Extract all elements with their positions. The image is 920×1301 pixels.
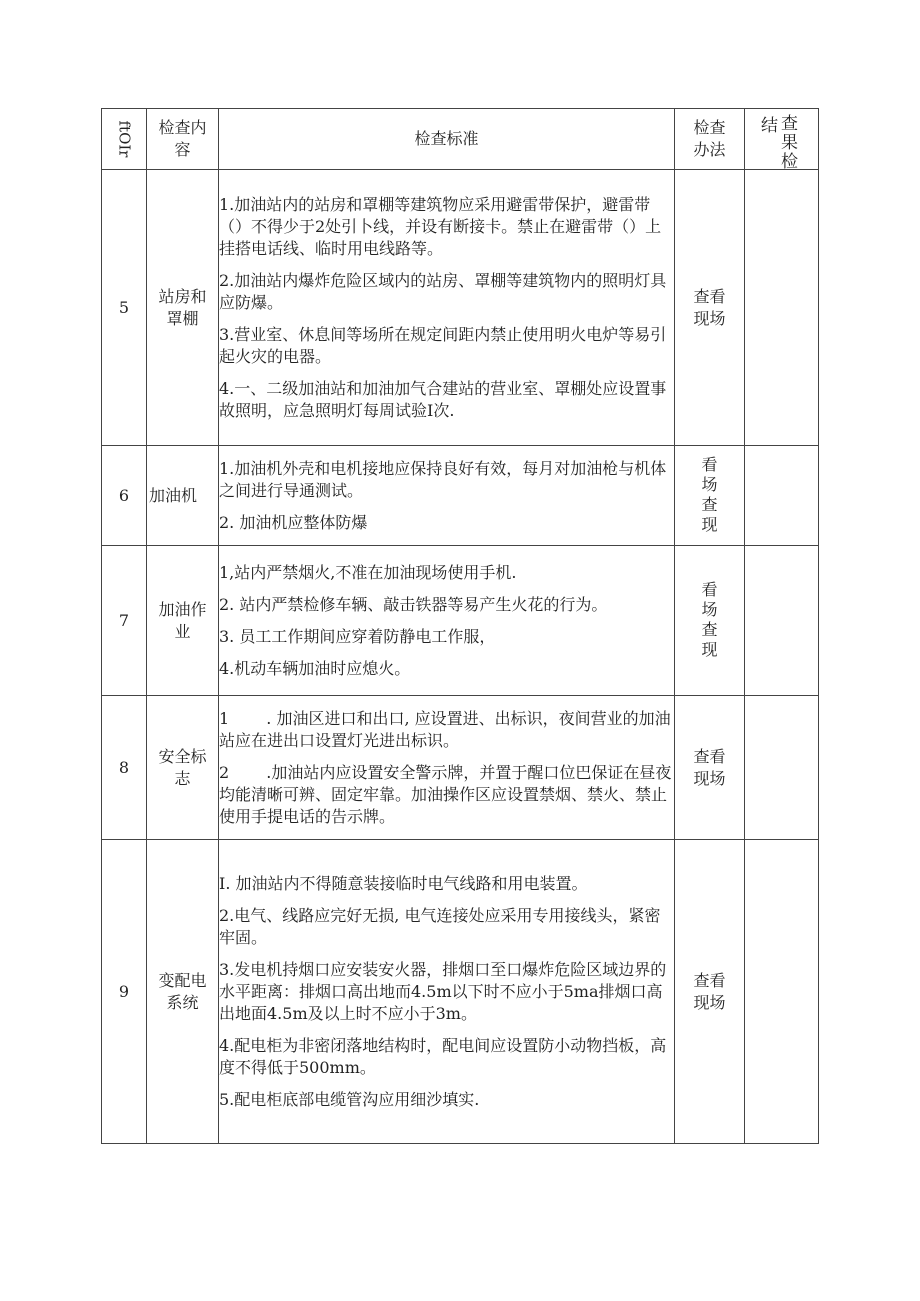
standard-item: 4.一、二级加油站和加油加气合建站的营业室、罩棚处应设置事故照明，应急照明灯每周试验I次.: [219, 378, 667, 420]
row-content-cell: [147, 170, 219, 446]
table-row: [102, 696, 819, 840]
standard-item: 1.加油站内的站房和罩棚等建筑物应采用避雷带保护，避雷带（）不得少于2处引卜线，并设有断接卡。禁止在避雷带（）上挂搭电话线、临时用电线路等。: [219, 194, 662, 258]
standard-item: 4.配电柜为非密闭落地结构时，配电间应设置防小动物挡板，高度不得低于500mm。: [219, 1035, 667, 1077]
row-number: 8: [102, 696, 147, 840]
row-number: 9: [102, 840, 147, 1144]
row-content-cell: [147, 696, 219, 840]
row-result-cell: [745, 546, 819, 696]
row-method: 看场查现: [701, 455, 718, 534]
row-result-cell: [745, 170, 819, 446]
header-number-cell: [102, 109, 147, 170]
standard-item: 1.加油机外壳和电机接地应保持良好有效，每月对加油枪与机体之间进行导通测试。: [219, 458, 667, 500]
header-result-cell: [745, 109, 819, 170]
header-standard: 检查标准: [414, 129, 479, 148]
row-standard-cell: [219, 546, 675, 696]
row-result-cell: [745, 696, 819, 840]
row-number: 5: [102, 170, 147, 446]
standard-item: 2.加油站内爆炸危险区域内的站房、罩棚等建筑物内的照明灯具应防爆。: [219, 270, 667, 312]
row-method: 看场查现: [701, 580, 718, 659]
row-number: 7: [102, 546, 147, 696]
row-content-cell: [147, 546, 219, 696]
row-content-cell: [147, 446, 219, 546]
row-result-cell: [745, 446, 819, 546]
header-result-b: 查果检: [781, 114, 798, 172]
table-row: [102, 840, 819, 1144]
row-method: 查看现场: [693, 746, 726, 788]
header-row: [102, 109, 819, 170]
row-method-cell: [675, 546, 745, 696]
row-standard-cell: [219, 840, 675, 1144]
table-row: [102, 446, 819, 546]
standard-item: 2.电气、线路应完好无损, 电气连接处应采用专用接线头，紧密牢固。: [219, 905, 661, 947]
standard-item: 4.机动车辆加油时应熄火。: [219, 658, 411, 678]
table-row: [102, 546, 819, 696]
standard-item: 5.配电柜底部电缆管沟应用细沙填实.: [219, 1089, 480, 1109]
header-method: 检查办法: [693, 118, 726, 159]
row-method: 查看现场: [693, 286, 726, 328]
standard-item: 3.发电机持烟口应安装安火器，排烟口至口爆炸危险区域边界的水平距离：排烟口高出地而4.5m以下时不应小于5ma排烟口高出地面4.5m及以上时不应小于3m。: [219, 959, 667, 1023]
header-standard-cell: [219, 109, 675, 170]
row-content: 变配电系统: [158, 970, 207, 1012]
row-method: 查看现场: [693, 970, 726, 1012]
row-standard-cell: [219, 170, 675, 446]
row-content: 加油作业: [158, 599, 207, 641]
row-number: 6: [102, 446, 147, 546]
row-content: 站房和罩棚: [158, 286, 207, 328]
row-result-cell: [745, 840, 819, 1144]
table-row: [102, 170, 819, 446]
standard-item: 2. 加油机应整体防爆: [219, 512, 368, 532]
header-result-a: 结: [761, 116, 778, 136]
row-content: 安全标志: [158, 746, 207, 788]
header-number: ftOIr: [114, 120, 133, 158]
row-standard-cell: [219, 446, 675, 546]
standard-item: 2 .加油站内应设置安全警示牌，并置于醒口位巴保证在昼夜均能清晰可辨、固定牢靠。加油操作区应设置禁烟、禁火、禁止使用手提电话的告示牌。: [219, 762, 672, 826]
standard-item: 2. 站内严禁检修车辆、敲击铁器等易产生火花的行为。: [219, 594, 608, 614]
row-standard-cell: [219, 696, 675, 840]
row-method-cell: [675, 840, 745, 1144]
header-content-cell: [147, 109, 219, 170]
row-content-cell: [147, 840, 219, 1144]
header-content: 检查内容: [158, 118, 207, 159]
standard-item: 1 . 加油区进口和出口, 应设置进、出标识，夜间营业的加油站应在进出口设置灯光进出标识。: [219, 708, 671, 750]
row-method-cell: [675, 446, 745, 546]
standard-item: 1,站内严禁烟火,不准在加油现场使用手机.: [219, 562, 517, 582]
inspection-table: [101, 108, 819, 1144]
header-method-cell: [675, 109, 745, 170]
row-method-cell: [675, 696, 745, 840]
row-content: 加油机: [149, 485, 198, 505]
standard-item: 3. 员工工作期间应穿着防静电工作服，: [219, 626, 496, 646]
standard-item: 3.营业室、休息间等场所在规定间距内禁止使用明火电炉等易引起火灾的电器。: [219, 324, 667, 366]
standard-item: I. 加油站内不得随意装接临时电气线路和用电装置。: [219, 873, 588, 893]
row-method-cell: [675, 170, 745, 446]
